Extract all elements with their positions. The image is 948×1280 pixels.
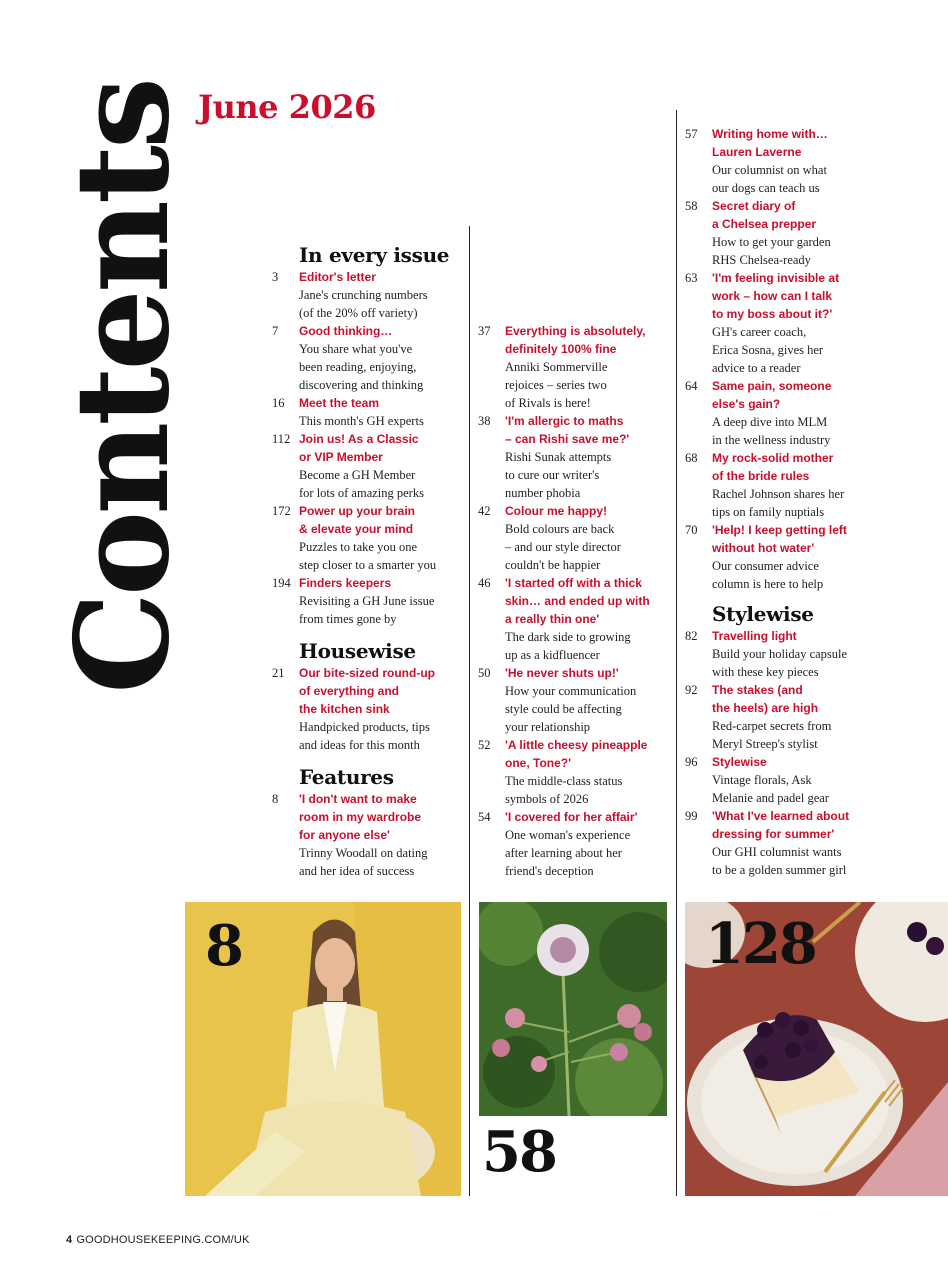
section-heading: Stylewise (712, 602, 814, 626)
entry-headline: Secret diary of a Chelsea prepper (712, 199, 817, 231)
entry-description: How your communication style could be affecting your relationship (505, 684, 637, 734)
toc-entry[interactable] (478, 736, 670, 808)
page-number: 42 (478, 504, 491, 518)
toc-entry[interactable] (272, 502, 466, 574)
toc-entry[interactable] (685, 377, 945, 449)
entry-description: The middle-class status symbols of 2026 (505, 774, 623, 806)
photo-page-number: 8 (205, 913, 242, 979)
photo-blueberry-cheesecake[interactable] (685, 902, 948, 1196)
entry-headline: Finders keepers (299, 576, 392, 590)
toc-entry[interactable] (272, 664, 466, 754)
page-number: 194 (272, 576, 291, 590)
page-number: 99 (685, 809, 698, 823)
entry-headline: Meet the team (299, 396, 380, 410)
contents-title: Contents (48, 80, 198, 694)
astrantia-flowers-image (479, 902, 667, 1116)
page-number: 8 (272, 792, 279, 806)
toc-entry[interactable] (272, 322, 466, 394)
entry-headline: 'I covered for her affair' (505, 810, 638, 824)
entry-headline: Writing home with… Lauren Laverne (712, 127, 828, 159)
entry-headline: My rock-solid mother of the bride rules (712, 451, 834, 483)
entry-headline: Everything is absolutely, definitely 100% fine (505, 324, 646, 356)
entry-headline: Our bite-sized round-up of everything and the kitchen sink (299, 666, 435, 716)
toc-column-2 (478, 322, 670, 880)
page-number: 68 (685, 451, 698, 465)
photo-woman-in-suit[interactable] (185, 902, 461, 1196)
entry-description: Our columnist on what our dogs can teach us (712, 163, 827, 195)
section-stylewise (685, 601, 945, 879)
entry-description: How to get your garden RHS Chelsea-ready (712, 235, 831, 267)
page-number: 92 (685, 683, 698, 697)
entry-headline: The stakes (and the heels) are high (712, 683, 819, 715)
entry-headline: 'I'm allergic to maths – can Rishi save me?' (505, 414, 630, 446)
toc-entry[interactable] (685, 627, 945, 681)
entry-headline: Colour me happy! (505, 504, 608, 518)
toc-column-1 (272, 242, 466, 880)
toc-entry[interactable] (272, 394, 466, 430)
section-features (272, 764, 466, 880)
entry-headline: Editor's letter (299, 270, 376, 284)
page-number: 54 (478, 810, 491, 824)
page-number: 112 (272, 432, 291, 446)
page-number: 172 (272, 504, 291, 518)
entry-headline: 'A little cheesy pineapple one, Tone?' (505, 738, 648, 770)
entry-headline: Join us! As a Classic or VIP Member (299, 432, 419, 464)
page-number: 52 (478, 738, 491, 752)
section-heading: Housewise (299, 639, 416, 663)
entry-description: Rachel Johnson shares her tips on family nuptials (712, 487, 845, 519)
toc-entry[interactable] (685, 521, 945, 593)
toc-entry[interactable] (685, 197, 945, 269)
page-number: 82 (685, 629, 698, 643)
toc-entry[interactable] (685, 269, 945, 377)
toc-entry[interactable] (478, 574, 670, 664)
entry-description: You share what you've been reading, enjoying, discovering and thinking (299, 342, 424, 392)
page-number: 3 (272, 270, 279, 284)
entry-description: Jane's crunching numbers (of the 20% off variety) (299, 288, 428, 320)
toc-entry[interactable] (685, 449, 945, 521)
entry-description: Anniki Sommerville rejoices – series two of Rivals is here! (505, 360, 608, 410)
entry-description: The dark side to growing up as a kidfluencer (505, 630, 631, 662)
entry-description: Puzzles to take you one step closer to a smarter you (299, 540, 437, 572)
section-heading: In every issue (299, 243, 450, 267)
section-in-every-issue (272, 242, 466, 628)
issue-date: June 2026 (198, 88, 376, 126)
entry-list (272, 268, 466, 628)
footer-website[interactable]: GOODHOUSEKEEPING.COM/UK (76, 1234, 250, 1246)
entry-description: This month's GH experts (299, 414, 424, 428)
entry-headline: Power up your brain & elevate your mind (299, 504, 416, 536)
entry-headline: 'What I've learned about dressing for summer' (712, 809, 850, 841)
page-number: 37 (478, 324, 491, 338)
toc-entry[interactable] (478, 322, 670, 412)
page-number: 63 (685, 271, 698, 285)
section-heading: Features (299, 765, 394, 789)
toc-entry[interactable] (685, 753, 945, 807)
page-number: 57 (685, 127, 698, 141)
entry-description: One woman's experience after learning about her friend's deception (505, 828, 631, 878)
page-number: 7 (272, 324, 279, 338)
section-housewise (272, 638, 466, 754)
page-number: 38 (478, 414, 491, 428)
toc-entry[interactable] (272, 790, 466, 880)
entry-headline: 'I started off with a thick skin… and ended up with a really thin one' (505, 576, 650, 626)
entry-description: Revisiting a GH June issue from times gone by (299, 594, 435, 626)
photo-page-number: 58 (482, 1119, 556, 1185)
footer-page-number: 4 (66, 1234, 73, 1246)
entry-description: Handpicked products, tips and ideas for this month (299, 720, 430, 752)
toc-entry[interactable] (478, 808, 670, 880)
toc-entry[interactable] (685, 125, 945, 197)
entry-headline: 'He never shuts up!' (505, 666, 619, 680)
toc-entry[interactable] (272, 430, 466, 502)
page-number: 16 (272, 396, 285, 410)
toc-entry[interactable] (478, 412, 670, 502)
entry-headline: 'I don't want to make room in my wardrobe for anyone else' (299, 792, 422, 842)
entry-headline: 'I'm feeling invisible at work – how can I talk to my boss about it?' (712, 271, 840, 321)
toc-entry[interactable] (272, 574, 466, 628)
entry-description: Vintage florals, Ask Melanie and padel gear (712, 773, 829, 805)
page-number: 46 (478, 576, 491, 590)
entry-headline: Stylewise (712, 755, 767, 769)
page-number: 64 (685, 379, 698, 393)
photo-astrantia-flowers[interactable] (479, 902, 667, 1116)
entry-description: Rishi Sunak attempts to cure our writer's number phobia (505, 450, 612, 500)
toc-entry[interactable] (478, 502, 670, 574)
entry-description: Our GHI columnist wants to be a golden summer girl (712, 845, 847, 877)
entry-description: Trinny Woodall on dating and her idea of success (299, 846, 428, 878)
page-number: 58 (685, 199, 698, 213)
entry-description: GH's career coach, Erica Sosna, gives her advice to a reader (712, 325, 824, 375)
entry-description: Red-carpet secrets from Meryl Streep's stylist (712, 719, 832, 751)
entry-description: Build your holiday capsule with these key pieces (712, 647, 848, 679)
entry-headline: Good thinking… (299, 324, 393, 338)
column-divider-2 (676, 110, 677, 1196)
entry-headline: 'Help! I keep getting left without hot water' (712, 523, 847, 555)
page-number: 50 (478, 666, 491, 680)
toc-entry[interactable] (685, 681, 945, 753)
photo-page-number: 128 (705, 911, 816, 977)
page-footer (66, 1234, 250, 1246)
entry-description: Our consumer advice column is here to help (712, 559, 824, 591)
entry-description: A deep dive into MLM in the wellness industry (712, 415, 831, 447)
entry-headline: Travelling light (712, 629, 797, 643)
page-number: 21 (272, 666, 285, 680)
column-divider-1 (469, 226, 470, 1196)
page-number: 96 (685, 755, 698, 769)
page-number: 70 (685, 523, 698, 537)
toc-entry[interactable] (272, 268, 466, 322)
entry-headline: Same pain, someone else's gain? (712, 379, 832, 411)
toc-column-3 (685, 125, 945, 879)
toc-entry[interactable] (478, 664, 670, 736)
toc-entry[interactable] (685, 807, 945, 879)
entry-description: Become a GH Member for lots of amazing perks (299, 468, 424, 500)
entry-description: Bold colours are back – and our style director couldn't be happier (505, 522, 621, 572)
